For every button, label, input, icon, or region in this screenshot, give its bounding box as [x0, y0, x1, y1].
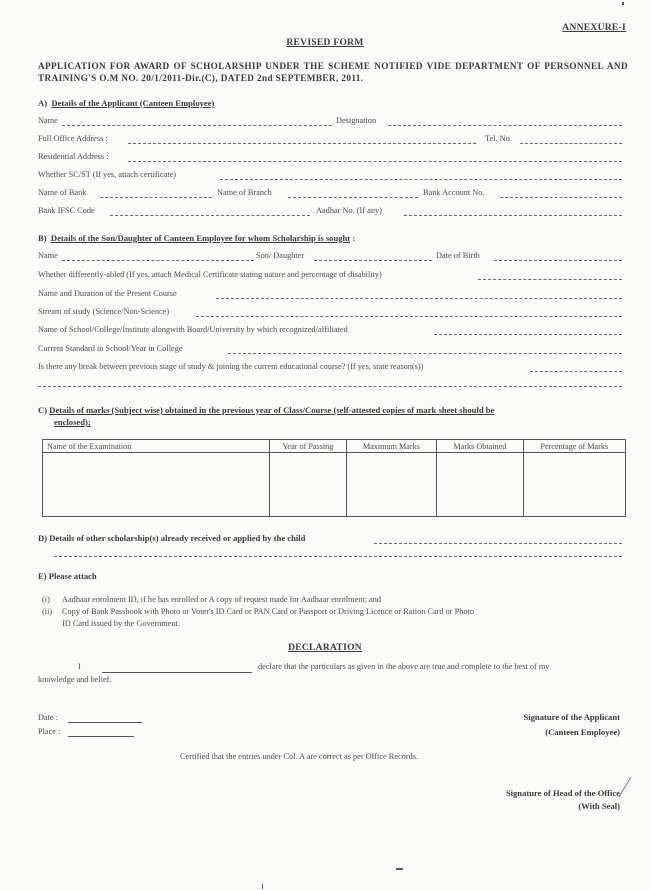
year-cell[interactable]: [270, 453, 347, 517]
section-a-heading: [38, 98, 214, 108]
canteen-employee-label: (Canteen Employee): [545, 727, 620, 737]
attach-item-2-number: (ii): [42, 607, 53, 616]
break-input-continued[interactable]: [38, 386, 622, 387]
attach-item-2-line2: ID Card issued by the Government.: [62, 619, 180, 628]
stream-label: Stream of study (Science/Non-Science): [38, 307, 170, 316]
section-b-prefix: B): [38, 233, 47, 243]
form-title: APPLICATION FOR AWARD OF SCHOLARSHIP UNDER THE SCHEME NOTIFIED VIDE DEPARTMENT OF PERSONNEL AND TRAINING'S O.M NO. 20/1/2011-Dir.(C), DATED 2nd SEPTEMBER, 2011.: [38, 61, 628, 83]
other-scholarship-input[interactable]: [374, 543, 622, 544]
account-no-input[interactable]: [500, 197, 622, 198]
declaration-text-line1: declare that the particulars as given in the above are true and complete to the best of my: [258, 662, 550, 671]
section-b-colon: :: [350, 233, 356, 243]
branch-name-label: Name of Branch: [217, 188, 272, 197]
attach-item-1: Aadhaar enrolment ID, if he has enrolled or A copy of request made for Aadhaar enrolment; and: [62, 595, 382, 604]
declaration-text-line2: knowledge and belief.: [38, 675, 112, 684]
exam-name-cell[interactable]: [43, 453, 270, 517]
max-marks-cell[interactable]: [346, 453, 436, 517]
dob-input[interactable]: [494, 260, 622, 261]
revised-form-heading: REVISED FORM: [286, 38, 364, 48]
son-daughter-label: Son/ Daughter: [256, 251, 305, 260]
account-no-label: Bank Account No.: [423, 188, 485, 197]
percentage-cell[interactable]: [523, 453, 625, 517]
tel-input[interactable]: [520, 143, 622, 144]
with-seal-label: (With Seal): [578, 801, 620, 811]
designation-input[interactable]: [388, 125, 622, 126]
col-maximum-marks: Maximum Marks: [346, 440, 436, 453]
ifsc-label: Bank IFSC Code: [38, 206, 95, 215]
attach-item-1-number: (i): [42, 595, 50, 604]
applicant-name-label: Name: [38, 116, 58, 125]
differently-abled-input[interactable]: [478, 279, 622, 280]
marks-table: [42, 439, 626, 517]
section-c-heading: [38, 405, 494, 415]
other-scholarship-input-continued[interactable]: [54, 556, 622, 557]
pen-stroke-mark: [618, 776, 632, 798]
section-c-title-line2: enclosed);: [54, 417, 91, 427]
standard-label: Current Standard in School/Year in College: [38, 344, 183, 353]
branch-name-input[interactable]: [288, 197, 418, 198]
declaration-heading: DECLARATION: [288, 643, 362, 653]
head-office-signature-label: Signature of Head of the Office: [505, 788, 620, 798]
attach-item-2-line1: Copy of Bank Passbook with Photo or Voter's ID Card or PAN Card or Passport or Driving Licence or Ration Card or Photo: [62, 607, 475, 616]
stream-input[interactable]: [196, 316, 622, 317]
break-label: Is there any break between previous stage of study & joining the current educational course? (If yes, state reason(s)): [38, 362, 424, 371]
section-d-heading: D) Details of other scholarship(s) already received or applied by the child: [38, 533, 306, 543]
ifsc-input[interactable]: [110, 215, 310, 216]
applicant-name-input[interactable]: [62, 125, 332, 126]
declaration-i: I: [78, 662, 81, 671]
residential-address-label: Residential Address :: [38, 152, 109, 161]
school-label: Name of School/College/Institute alongwith Board/University by which recognized/affiliated: [38, 325, 348, 334]
marks-table-header-row: [43, 440, 626, 453]
bank-name-input[interactable]: [100, 197, 212, 198]
col-marks-obtained: Marks Obtained: [437, 440, 523, 453]
applicant-signature-label: Signature of the Applicant: [523, 712, 620, 722]
section-c-title-line1: Details of marks (Subject wise) obtained in the previous year of Class/Course (self-attested copies of mark sheet should be: [49, 405, 495, 415]
annexure-label: ANNEXURE-I: [562, 23, 626, 33]
dob-label: Date of Birth: [436, 251, 480, 260]
school-input[interactable]: [434, 334, 622, 335]
declarant-name-input[interactable]: [102, 672, 252, 673]
child-name-label: Name: [38, 251, 58, 260]
section-b-heading: [38, 233, 355, 243]
scan-dash-mark: [396, 868, 403, 870]
sc-st-label: Whether SC/ST (If yes, attach certificate): [38, 170, 177, 179]
certified-text: Certified that the entries under Col. A are correct as per Office Records.: [180, 752, 419, 761]
col-year-of-passing: Year of Passing: [270, 440, 347, 453]
aadhar-label: Aadhar No. (If any): [316, 206, 382, 215]
office-address-label: Full Office Address :: [38, 134, 108, 143]
date-input[interactable]: [68, 722, 142, 723]
place-label: Place :: [38, 727, 61, 736]
section-e-heading: E) Please attach: [38, 571, 97, 581]
col-percentage: Percentage of Marks: [523, 440, 625, 453]
course-input[interactable]: [216, 298, 622, 299]
aadhar-input[interactable]: [404, 215, 622, 216]
break-input[interactable]: [530, 371, 622, 372]
marks-obtained-cell[interactable]: [437, 453, 523, 517]
son-daughter-input[interactable]: [314, 260, 432, 261]
office-address-input[interactable]: [128, 143, 476, 144]
section-a-title: Details of the Applicant (Canteen Employee): [51, 98, 215, 108]
section-c-prefix: C): [38, 405, 48, 415]
col-exam-name: Name of the Examination: [43, 440, 270, 453]
scan-tick-mark: [262, 884, 263, 889]
table-row: [43, 453, 626, 517]
designation-label: Designation: [336, 116, 377, 125]
sc-st-input[interactable]: [220, 179, 622, 180]
child-name-input[interactable]: [62, 260, 254, 261]
section-b-title: Details of the Son/Daughter of Canteen Employee for whom Scholarship is sought: [50, 233, 351, 243]
date-label: Date :: [38, 713, 59, 722]
tel-label: Tel. No.: [485, 134, 512, 143]
section-c-heading-line2: [54, 417, 91, 427]
section-a-prefix: A): [38, 98, 48, 108]
residential-address-input[interactable]: [128, 161, 622, 162]
bank-name-label: Name of Bank: [38, 188, 87, 197]
standard-input[interactable]: [228, 353, 622, 354]
scan-dot-mark: [622, 2, 624, 5]
differently-abled-label: Whether differently-abled (If yes, attach Medical Certificate stating nature and percentage of disability): [38, 270, 382, 279]
course-label: Name and Duration of the Present Course: [38, 289, 177, 298]
place-input[interactable]: [68, 736, 134, 737]
